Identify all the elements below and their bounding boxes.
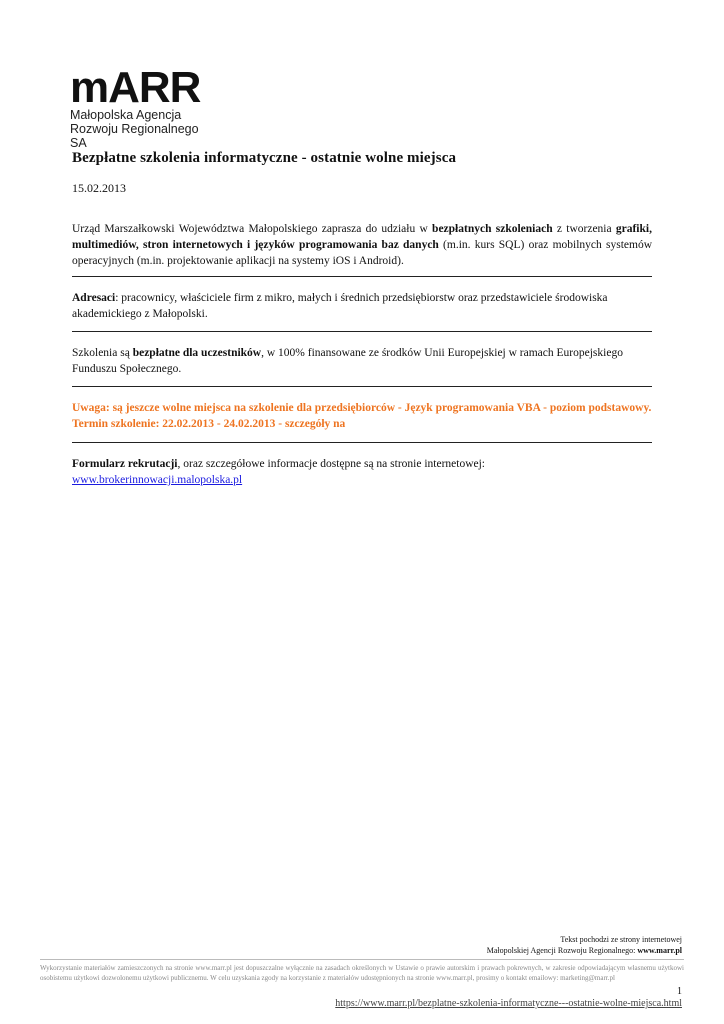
notice-line-1: Uwaga: są jeszcze wolne miejsca na szkolenie dla przedsiębiorców - Język programowania VBA - poziom podstawowy. <box>72 402 652 414</box>
logo-subtitle-line2: Rozwoju Regionalnego SA <box>70 122 199 150</box>
funding-text-2: , w 100% finansowane ze środków Unii Europejskiej w ramach Europejskiego Funduszu Społecznego. <box>72 347 623 375</box>
legal-notice: Wykorzystanie materiałów zamieszczonych na stronie www.marr.pl jest dopuszczalne wyłącznie na zasadach określonych w Ustawie o prawie autorskim i prawach pokrewnych, w zakresie odpowiadającym własnemu użytkowi osobistemu użytkowi dozwolonemu użytkowi publicznemu. W celu uzyskania zgody na korzystanie z materiałów udostępnionych na stronie www.marr.pl, prosimy o kontakt emailowy: marketing@marr.pl <box>40 964 684 982</box>
funding-text-1: Szkolenia są <box>72 347 133 359</box>
divider-4 <box>72 442 652 443</box>
audience-paragraph <box>72 290 652 322</box>
page-url-link[interactable]: https://www.marr.pl/bezplatne-szkolenia-informatyczne---ostatnie-wolne-miejsca.html <box>335 998 682 1009</box>
divider-2 <box>72 331 652 332</box>
registration-label: Formularz rekrutacji <box>72 458 178 470</box>
footer-source-line2: Małopolskiej Agencji Rozwoju Regionalnego: <box>486 946 638 955</box>
funding-paragraph <box>72 345 652 377</box>
divider-1 <box>72 276 652 277</box>
article-date: 15.02.2013 <box>72 181 126 195</box>
intro-text-3: (m.in. kurs SQL) oraz mobilnych systemów operacyjnych (m.in. projektowanie aplikacji na systemy iOS i Android). <box>72 239 652 267</box>
footer-source-line1: Tekst pochodzi ze strony internetowej <box>560 935 682 944</box>
article-title: Bezpłatne szkolenia informatyczne - ostatnie wolne miejsca <box>72 150 457 166</box>
audience-label: Adresaci <box>72 292 116 304</box>
footer-source-site: www.marr.pl <box>637 946 682 955</box>
intro-text-2: z tworzenia <box>552 223 616 235</box>
logo-subtitle-line1: Małopolska Agencja <box>70 108 182 122</box>
marr-logo <box>70 63 210 150</box>
notice-paragraph <box>72 400 652 432</box>
logo-mark: mARR <box>70 63 201 112</box>
broker-link[interactable]: www.brokerinnowacji.malopolska.pl <box>72 474 243 486</box>
footer-source <box>487 934 682 956</box>
intro-paragraph <box>72 221 652 269</box>
intro-bold-2: grafiki, multimediów, stron internetowych i języków programowania baz danych <box>72 223 652 251</box>
audience-text: : pracownicy, właściciele firm z mikro, małych i średnich przedsiębiorstw oraz przedstawiciele środowiska akademickiego z Małopolski. <box>72 292 608 320</box>
intro-bold-1: bezpłatnych szkoleniach <box>432 223 553 235</box>
registration-text: , oraz szczegółowe informacje dostępne są na stronie internetowej: <box>177 458 486 470</box>
intro-text-1: Urząd Marszałkowski Województwa Małopolskiego zaprasza do udziału w <box>72 223 433 235</box>
registration-paragraph <box>72 456 652 488</box>
funding-bold: bezpłatne dla uczestników <box>132 347 262 359</box>
divider-3 <box>72 386 652 387</box>
footer-divider <box>40 959 684 960</box>
page-number: 1 <box>677 986 682 997</box>
notice-line-2: Termin szkolenie: 22.02.2013 - 24.02.2013 - szczegóły na <box>72 418 346 430</box>
